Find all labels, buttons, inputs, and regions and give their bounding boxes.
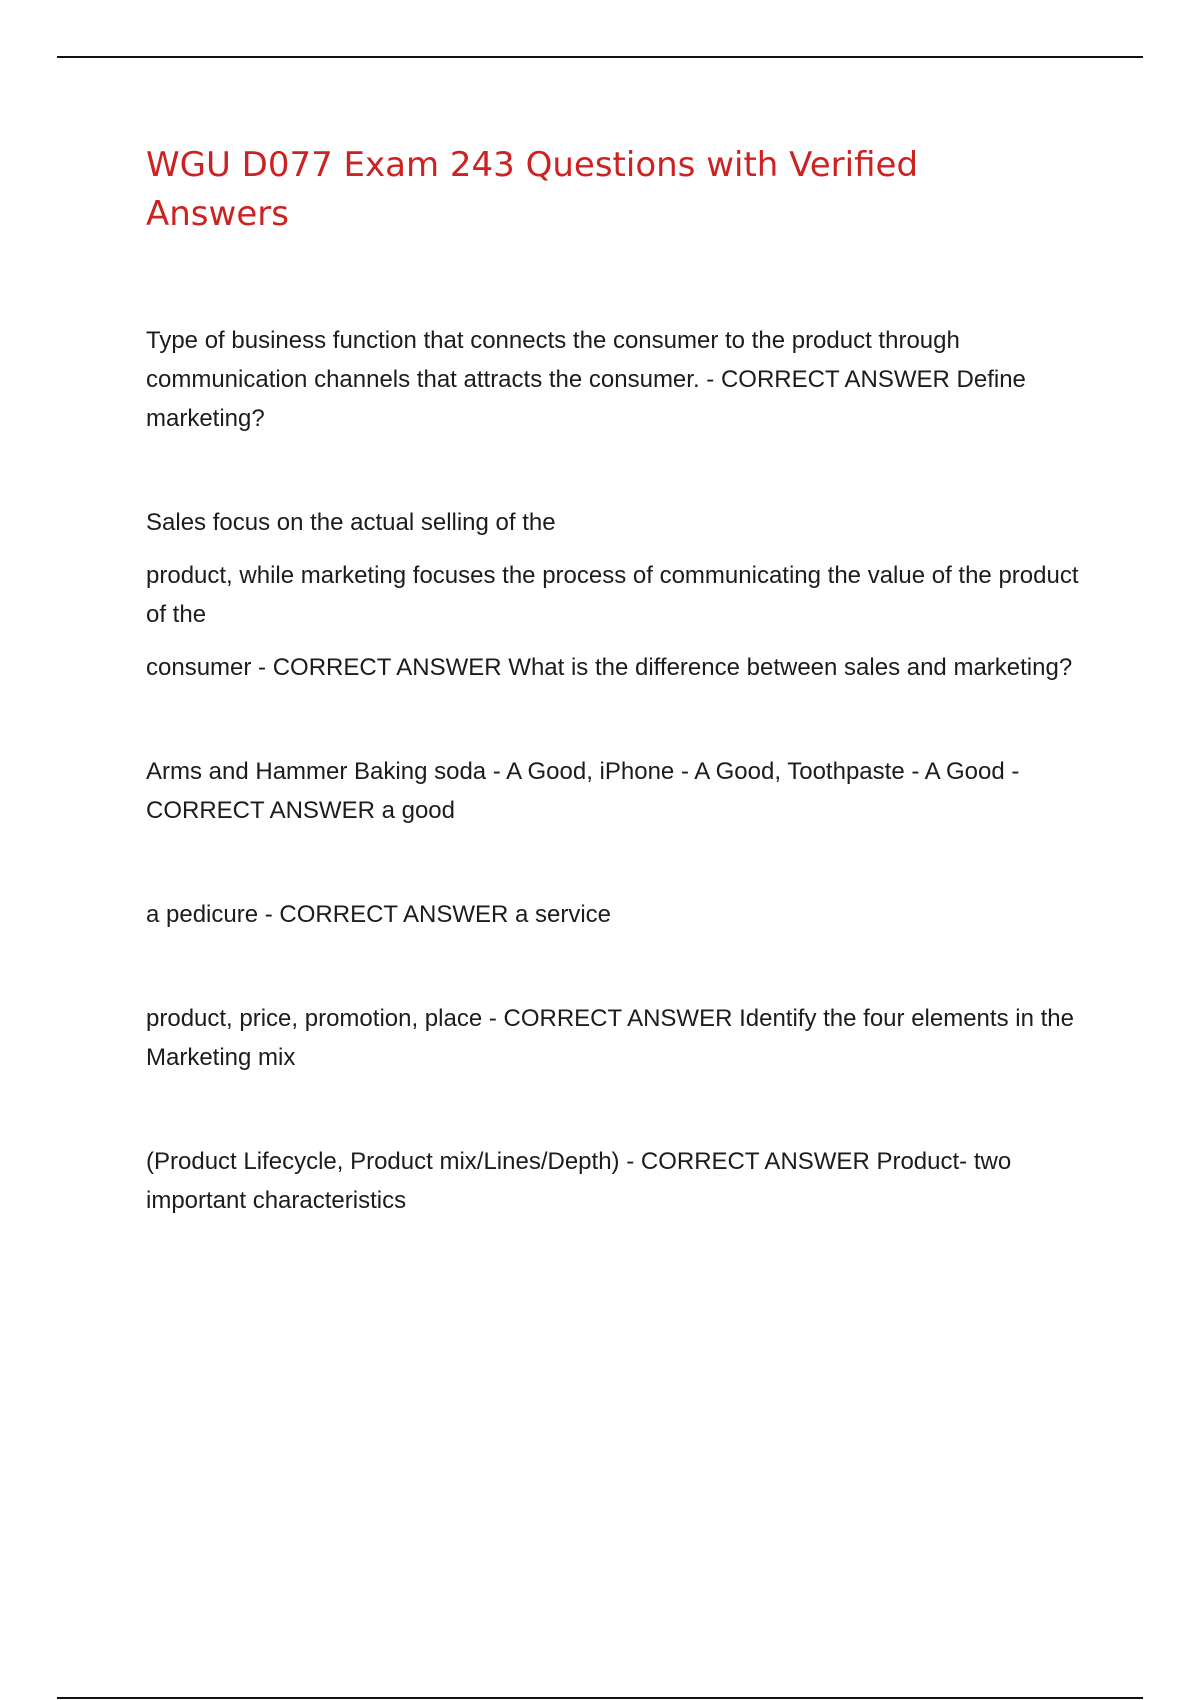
qa-paragraph: (Product Lifecycle, Product mix/Lines/Depth) - CORRECT ANSWER Product- two important characteristics (146, 1148, 1012, 1214)
qa-entry (146, 1142, 1091, 1220)
qa-entry (146, 321, 1091, 438)
footer-rule (57, 1697, 1143, 1699)
header-rule (57, 56, 1143, 58)
qa-paragraph: product, price, promotion, place - CORRECT ANSWER Identify the four elements in the Marketing mix (146, 1005, 1074, 1071)
qa-paragraph: Sales focus on the actual selling of the (146, 509, 556, 536)
qa-paragraph: Type of business function that connects the consumer to the product through communication channels that attracts the consumer. - CORRECT ANSWER Define marketing? (146, 327, 1026, 432)
document-body (146, 321, 1091, 1285)
document-title: WGU D077 Exam 243 Questions with Verified Answers (146, 145, 919, 234)
qa-paragraph: product, while marketing focuses the process of communicating the value of the product of the (146, 562, 1079, 628)
qa-paragraph: a pedicure - CORRECT ANSWER a service (146, 901, 612, 928)
qa-paragraph: Arms and Hammer Baking soda - A Good, iPhone - A Good, Toothpaste - A Good - CORRECT ANSWER a good (146, 758, 1020, 824)
qa-entry (146, 895, 1091, 934)
qa-entry (146, 999, 1091, 1077)
qa-paragraph: consumer - CORRECT ANSWER What is the difference between sales and marketing? (146, 654, 1073, 681)
qa-entry (146, 752, 1091, 830)
qa-entry (146, 503, 1091, 687)
